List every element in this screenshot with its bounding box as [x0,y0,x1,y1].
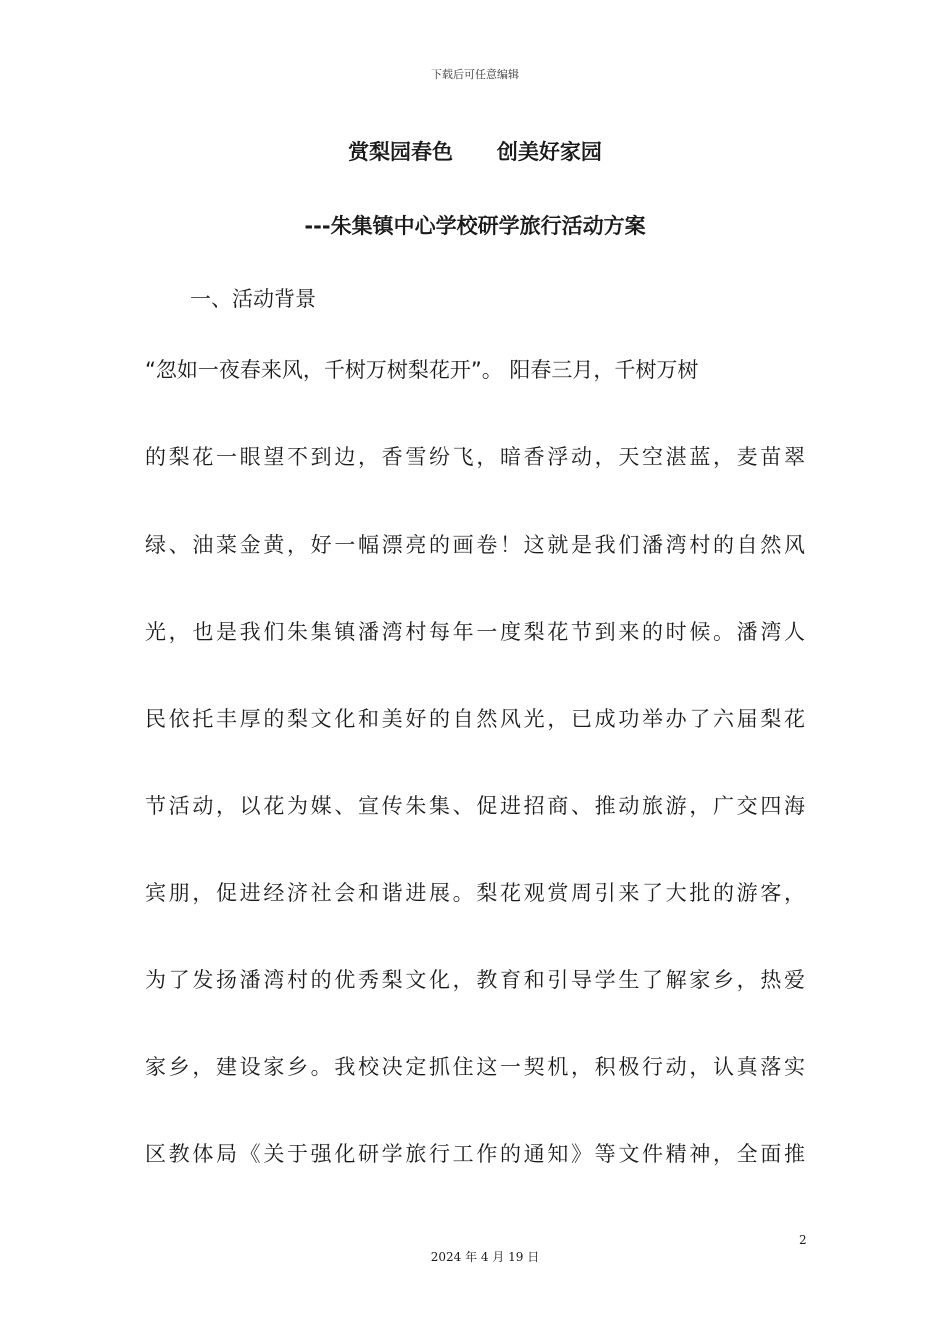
page-header: 下载后可任意编辑 [431,68,519,81]
page-footer-date: 2024 年 4 月 19 日 [430,1250,540,1264]
body-line: 家乡，建设家乡。我校决定抓住这一契机，积极行动，认真落实 [145,1055,805,1079]
body-line: 的梨花一眼望不到边，香雪纷飞，暗香浮动，天空湛蓝，麦苗翠 [145,445,805,469]
document-subtitle: ---朱集镇中心学校研学旅行活动方案 [304,214,646,238]
body-line: 为了发扬潘湾村的优秀梨文化，教育和引导学生了解家乡，热爱 [145,968,805,992]
body-line: 绿、油菜金黄，好一幅漂亮的画卷！这就是我们潘湾村的自然风 [145,533,805,557]
document-title: 赏梨园春色 创美好家园 [348,140,602,164]
body-line: “忽如一夜春来风，千树万树梨花开”。 阳春三月，千树万树 [145,358,699,382]
body-line: 区教体局《关于强化研学旅行工作的通知》等文件精神，全面推 [145,1142,805,1166]
body-line: 宾朋，促进经济社会和谐进展。梨花观赏周引来了大批的游客， [145,881,805,905]
section-heading: 一、活动背景 [190,287,316,311]
body-line: 节活动，以花为媒、宣传朱集、促进招商、推动旅游，广交四海 [145,794,805,818]
body-line: 光，也是我们朱集镇潘湾村每年一度梨花节到来的时候。潘湾人 [145,620,805,644]
body-line: 民依托丰厚的梨文化和美好的自然风光，已成功举办了六届梨花 [145,707,805,731]
page-number: 2 [799,1233,807,1247]
